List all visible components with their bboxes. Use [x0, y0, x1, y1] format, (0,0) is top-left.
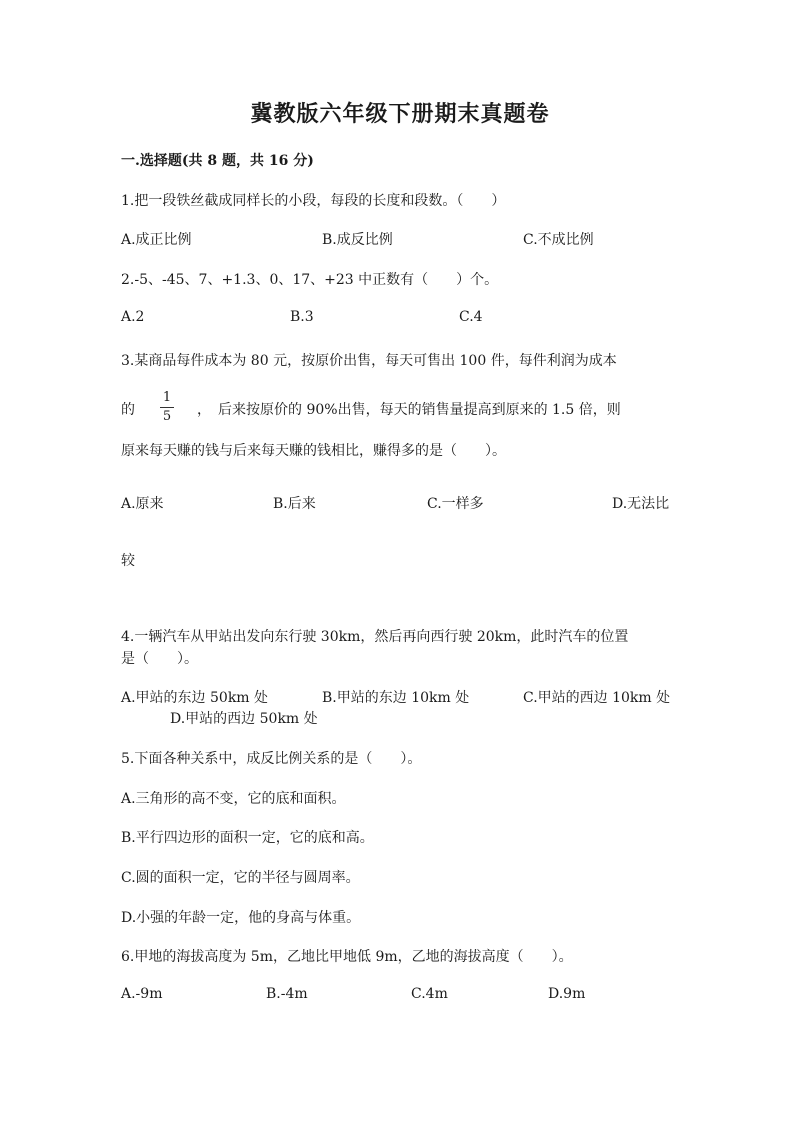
question-3-option-d-wrap: 较	[121, 553, 135, 569]
question-3-stem-line-2-start: 的	[121, 402, 135, 418]
question-1-option-b[interactable]: B.成反比例	[322, 232, 393, 248]
question-1-option-a[interactable]: A.成正比例	[121, 232, 192, 248]
question-3-option-b[interactable]: B.后来	[273, 496, 316, 512]
question-4-option-b[interactable]: B.甲站的东边 10km 处	[322, 690, 470, 706]
question-3-option-d[interactable]: D.无法比	[612, 496, 670, 512]
question-3-stem-line-2-rest: ， 后来按原价的 90%出售，每天的销售量提高到原来的 1.5 倍，则	[197, 402, 621, 418]
question-6-option-c[interactable]: C.4m	[411, 986, 448, 1002]
question-4-option-a[interactable]: A.甲站的东边 50km 处	[121, 690, 269, 706]
question-2-option-a[interactable]: A.2	[121, 309, 145, 325]
question-2-option-b[interactable]: B.3	[290, 309, 314, 325]
fraction-bar	[160, 407, 174, 408]
section-heading: 一.选择题(共 8 题，共 16 分)	[121, 153, 314, 169]
question-6-option-d[interactable]: D.9m	[548, 986, 586, 1002]
question-6-stem: 6.甲地的海拔高度为 5m，乙地比甲地低 9m，乙地的海拔高度（ ）。	[121, 949, 573, 965]
question-1-stem: 1.把一段铁丝截成同样长的小段，每段的长度和段数。（ ）	[121, 193, 506, 209]
question-4-option-c[interactable]: C.甲站的西边 10km 处	[523, 690, 671, 706]
question-3-stem-line-3: 原来每天赚的钱与后来每天赚的钱相比，赚得多的是（ ）。	[121, 443, 506, 459]
question-5-option-d[interactable]: D.小强的年龄一定，他的身高与体重。	[121, 910, 361, 926]
question-5-option-a[interactable]: A.三角形的高不变，它的底和面积。	[121, 791, 346, 807]
question-2-option-c[interactable]: C.4	[459, 309, 483, 325]
question-4-option-d[interactable]: D.甲站的西边 50km 处	[170, 711, 318, 727]
fraction-one-fifth	[160, 391, 174, 424]
question-3-option-a[interactable]: A.原来	[121, 496, 164, 512]
question-4-stem-line-1: 4.一辆汽车从甲站出发向东行驶 30km，然后再向西行驶 20km，此时汽车的位置	[121, 629, 629, 645]
question-5-option-c[interactable]: C.圆的面积一定，它的半径与圆周率。	[121, 870, 360, 886]
question-1-option-c[interactable]: C.不成比例	[523, 232, 594, 248]
question-4-stem-line-2: 是（ ）。	[121, 651, 198, 667]
fraction-numerator: 1	[162, 390, 172, 405]
question-5-stem: 5.下面各种关系中，成反比例关系的是（ ）。	[121, 751, 422, 767]
question-6-option-a[interactable]: A.-9m	[121, 986, 163, 1002]
fraction-denominator: 5	[162, 409, 172, 424]
page-title: 冀教版六年级下册期末真题卷	[250, 101, 550, 127]
question-5-option-b[interactable]: B.平行四边形的面积一定，它的底和高。	[121, 830, 374, 846]
question-3-stem-line-1: 3.某商品每件成本为 80 元，按原价出售，每天可售出 100 件，每件利润为成本	[121, 353, 617, 369]
question-6-option-b[interactable]: B.-4m	[266, 986, 308, 1002]
question-3-option-c[interactable]: C.一样多	[427, 496, 484, 512]
question-2-stem: 2.-5、-45、7、+1.3、0、17、+23 中正数有（ ）个。	[121, 272, 499, 288]
